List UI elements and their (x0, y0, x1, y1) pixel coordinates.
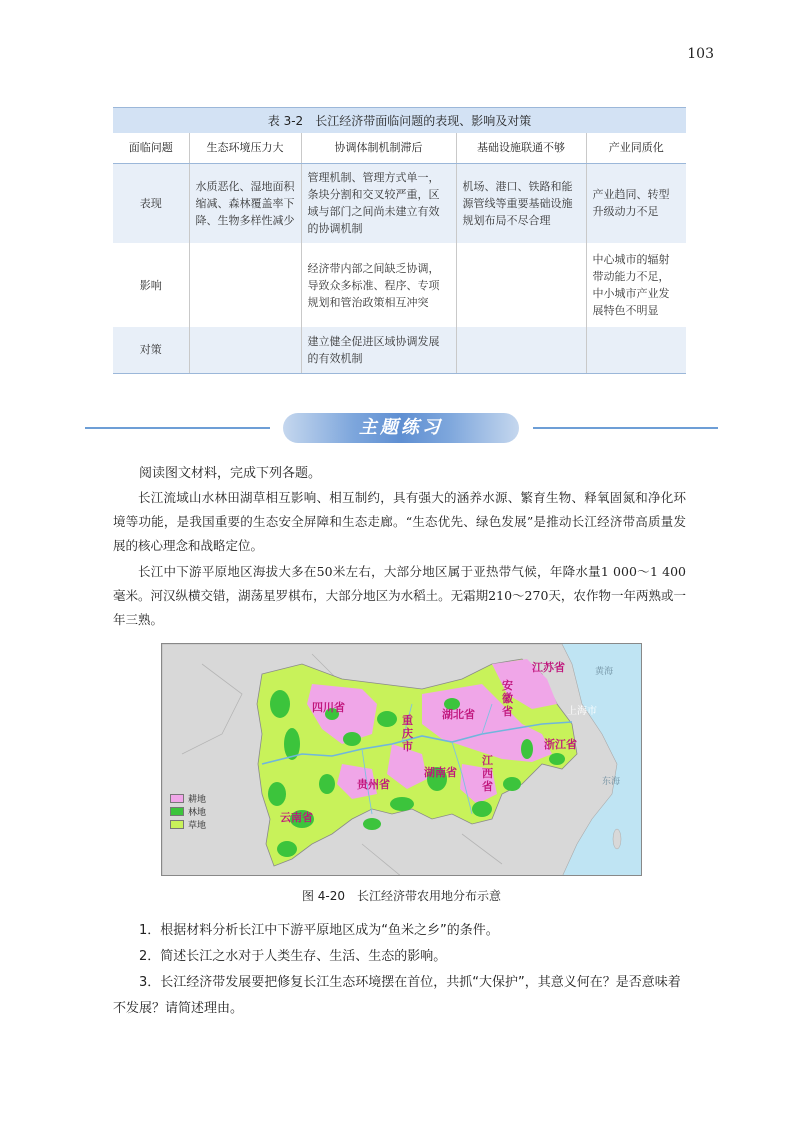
label-guizhou: 贵州省 (357, 778, 390, 791)
map-legend (170, 792, 206, 831)
table-header-row (113, 133, 686, 163)
table-caption: 表 3-2 长江经济带面临问题的表现、影响及对策 (113, 107, 686, 133)
row-label: 对策 (113, 327, 189, 373)
material-paragraph-2: 长江中下游平原地区海拔大多在50米左右，大部分地区属于亚热带气候，年降水量1 000～1 400毫米。河汉纵横交错，湖荡星罗棋布，大部分地区为水稻土。无霜期210～270天，农作物一年两熟或一年三熟。 (113, 564, 686, 627)
label-jiangsu: 江苏省 (532, 661, 565, 674)
table-header-cell: 产业同质化 (586, 133, 686, 163)
row-label: 影响 (113, 243, 189, 327)
label-chongqing: 重 庆 市 (402, 714, 413, 753)
table-cell (456, 327, 586, 373)
legend-swatch (170, 794, 184, 803)
intro-text: 阅读图文材料，完成下列各题。 (139, 466, 322, 481)
banner-pill (283, 413, 519, 443)
page-number: 103 (687, 46, 714, 62)
issues-table-grid (113, 133, 686, 374)
table-cell (189, 243, 301, 327)
section-title: 主题练习 (359, 417, 443, 438)
table-cell: 中心城市的辐射带动能力不足，中小城市产业发展特色不明显 (592, 253, 670, 317)
table-header-cell: 基础设施联通不够 (456, 133, 586, 163)
table-header-cell: 生态环境压力大 (189, 133, 301, 163)
table-row (113, 327, 686, 373)
land-use-map (161, 643, 642, 876)
legend-item-farmland (170, 792, 206, 805)
table-cell: 管理机制、管理方式单一，条块分割和交叉较严重，区域与部门之间尚未建立有效的协调机制 (301, 163, 456, 243)
banner-line-left (85, 427, 270, 429)
table-row (113, 243, 686, 327)
table-cell: 经济带内部之间缺乏协调，导致众多标准、程序、专项规划和管治政策相互冲突 (301, 243, 456, 327)
question-1: 1．根据材料分析长江中下游平原地区成为“鱼米之乡”的条件。 (139, 923, 499, 938)
label-sea-1: 黄海 (595, 667, 614, 677)
legend-item-grassland (170, 818, 206, 831)
map-graphic (162, 644, 642, 876)
label-sichuan: 四川省 (312, 701, 345, 714)
table-header-cell: 面临问题 (113, 133, 189, 163)
label-hunan: 湖南省 (424, 766, 457, 779)
table-cell: 建立健全促进区域协调发展的有效机制 (301, 327, 456, 373)
table-cell: 产业趋同、转型升级动力不足 (586, 163, 686, 243)
label-anhui: 安 徽 省 (502, 679, 513, 718)
label-jiangxi: 江 西 省 (482, 754, 493, 793)
legend-swatch (170, 807, 184, 816)
label-yunnan: 云南省 (280, 811, 313, 824)
section-banner (85, 413, 718, 443)
issues-table (113, 107, 686, 374)
question-2: 2．简述长江之水对于人类生存、生活、生态的影响。 (139, 949, 447, 964)
table-cell (189, 327, 301, 373)
question-3: 3．长江经济带发展要把修复长江生态环境摆在首位，共抓“大保护”，其意义何在？是否意味着不发展？请简述理由。 (113, 975, 681, 1016)
label-zhejiang: 浙江省 (544, 738, 577, 751)
table-row (113, 163, 686, 243)
legend-label: 草地 (188, 821, 207, 831)
table-cell (456, 243, 586, 327)
table-cell (586, 327, 686, 373)
row-label: 表现 (113, 163, 189, 243)
legend-label: 林地 (188, 808, 207, 818)
table-header-cell: 协调体制机制滞后 (301, 133, 456, 163)
table-cell: 水质恶化、湿地面积缩减、森林覆盖率下降、生物多样性减少 (189, 163, 301, 243)
table-cell: 机场、港口、铁路和能源管线等重要基础设施规划布局不尽合理 (456, 163, 586, 243)
banner-line-right (533, 427, 718, 429)
legend-label: 耕地 (188, 795, 207, 805)
legend-swatch (170, 820, 184, 829)
label-sea-2: 东海 (602, 777, 621, 787)
island (613, 829, 621, 849)
label-hubei: 湖北省 (442, 708, 475, 721)
label-shanghai: 上海市 (567, 706, 597, 717)
map-caption: 图 4-20 长江经济带农用地分布示意 (301, 889, 502, 903)
legend-item-forest (170, 805, 206, 818)
material-paragraph-1: 长江流域山水林田湖草相互影响、相互制约，具有强大的涵养水源、繁育生物、释氧固氮和净化环境等功能，是我国重要的生态安全屏障和生态走廊。“生态优先、绿色发展”是推动长江经济带高质量发展的核心理念和战略定位。 (113, 490, 686, 553)
